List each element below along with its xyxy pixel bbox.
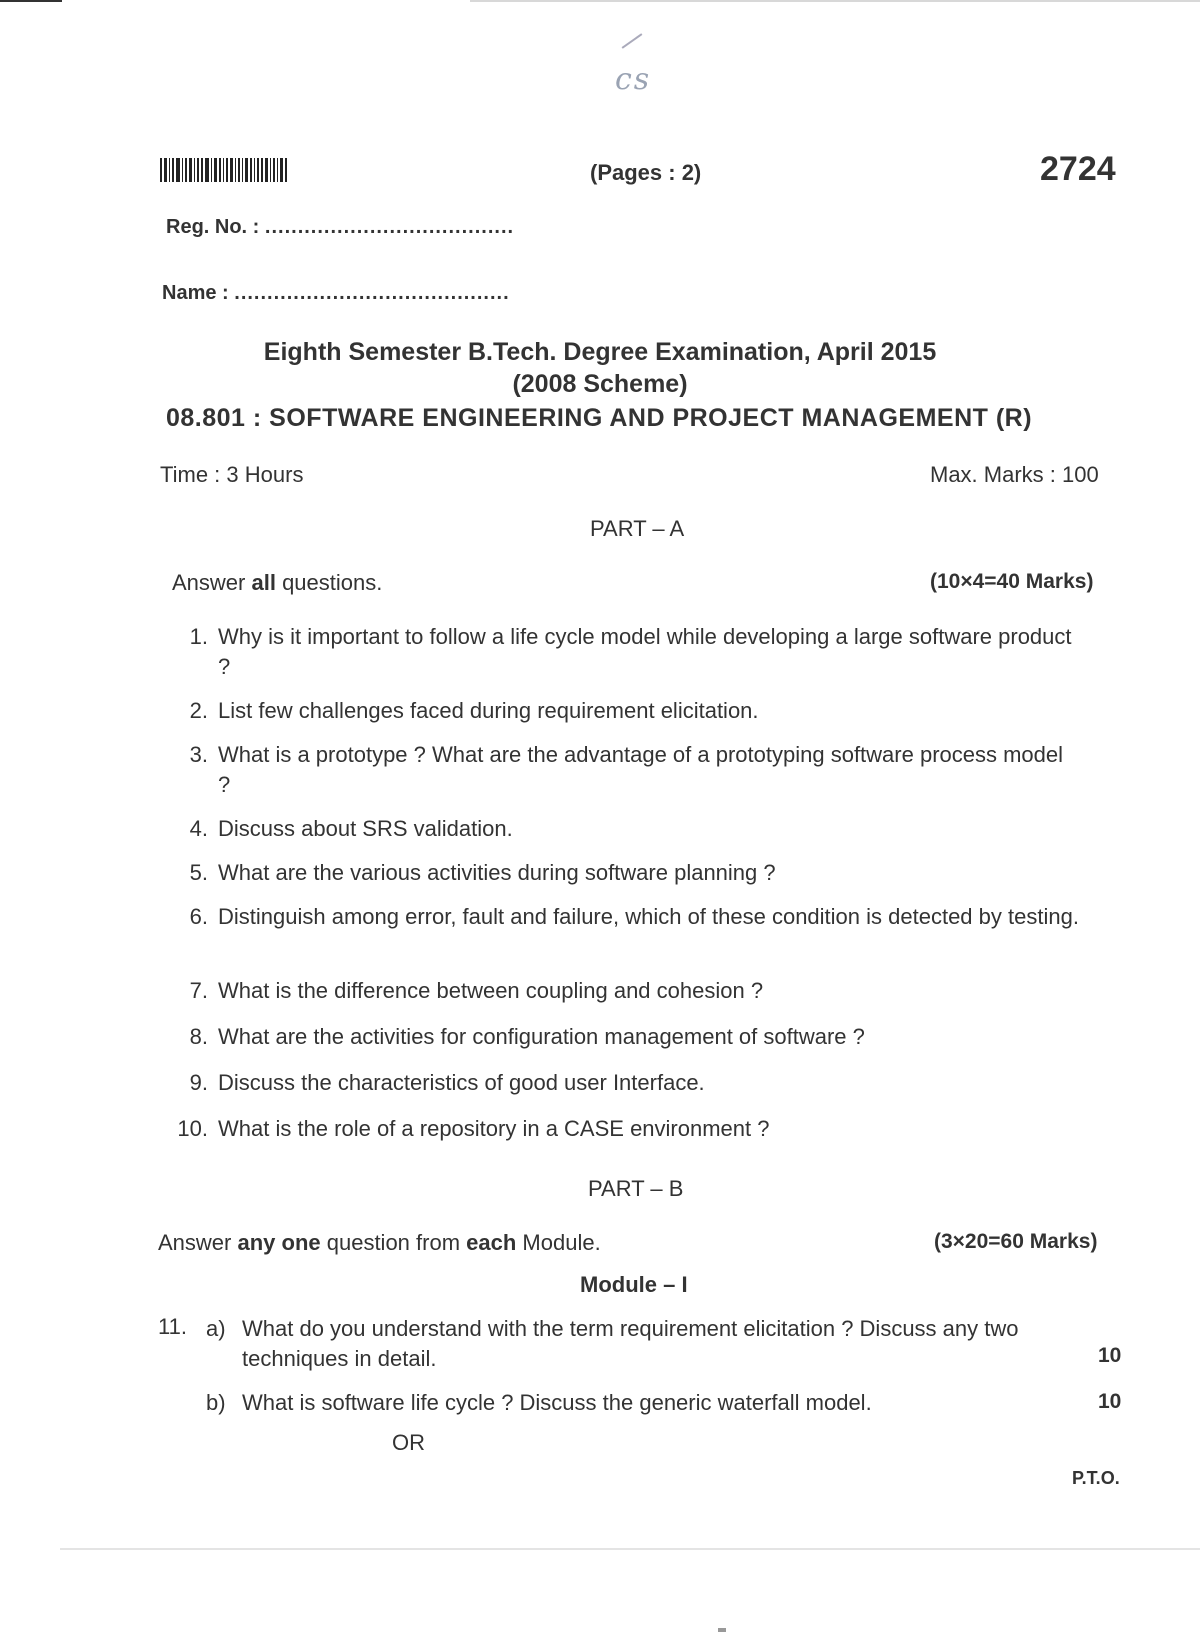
- part-a-marks: (10×4=40 Marks): [930, 570, 1094, 593]
- reg-no-blank: ......................................: [264, 216, 515, 238]
- name-label: Name :: [162, 282, 229, 304]
- question-text: What is the difference between coupling and cohesion ?: [218, 978, 764, 1003]
- question-number: 5.: [189, 860, 208, 885]
- please-turn-over: P.T.O.: [1072, 1468, 1120, 1488]
- handwritten-note: cs: [615, 62, 652, 97]
- part-b-marks: (3×20=60 Marks): [934, 1230, 1098, 1253]
- question-2: [160, 696, 1080, 726]
- question-7: [160, 976, 1080, 1006]
- part-b-instruction: [158, 1230, 601, 1256]
- instruction-bold-text: any one: [237, 1230, 321, 1255]
- question-11a-marks: 10: [1098, 1344, 1122, 1367]
- question-text: Distinguish among error, fault and failure, which of these condition is detected by testing.: [218, 904, 1079, 929]
- question-8: [160, 1022, 1080, 1052]
- question-text: What is a prototype ? What are the advantage of a prototyping software process model ?: [218, 742, 1064, 797]
- question-10: [160, 1114, 1080, 1144]
- question-9: [160, 1068, 1080, 1098]
- reg-no-field: [166, 216, 514, 239]
- exam-scheme: (2008 Scheme): [512, 370, 688, 398]
- max-marks: Max. Marks : 100: [930, 462, 1099, 487]
- instruction-text: Module.: [516, 1230, 601, 1255]
- name-blank: ..........................................: [234, 282, 510, 304]
- question-number: 10.: [177, 1116, 208, 1141]
- exam-time: Time : 3 Hours: [160, 462, 304, 487]
- page-count: (Pages : 2): [590, 160, 702, 185]
- question-text: What are the various activities during software planning ?: [218, 860, 776, 885]
- question-11b-marks: 10: [1098, 1390, 1122, 1413]
- instruction-text: Answer: [172, 570, 252, 595]
- subject-title: 08.801 : SOFTWARE ENGINEERING AND PROJECT MANAGEMENT (R): [166, 404, 1033, 432]
- question-3: [160, 740, 1080, 800]
- question-text: What are the activities for configuration management of software ?: [218, 1024, 865, 1049]
- part-a-heading: PART – A: [590, 516, 685, 541]
- question-text: What is the role of a repository in a CASE environment ?: [218, 1116, 770, 1141]
- barcode: [160, 158, 292, 182]
- module-heading: Module – I: [580, 1272, 688, 1297]
- question-text: List few challenges faced during requirement elicitation.: [218, 698, 759, 723]
- question-text: Why is it important to follow a life cycle model while developing a large software product ?: [218, 624, 1072, 679]
- instruction-bold-text: all: [251, 570, 276, 595]
- subquestion-label: a): [206, 1316, 226, 1341]
- question-1: [160, 622, 1080, 682]
- question-number: 3.: [189, 742, 208, 767]
- scan-edge-line: [470, 0, 1200, 2]
- question-text: Discuss the characteristics of good user Interface.: [218, 1070, 705, 1095]
- instruction-bold-text: each: [466, 1230, 517, 1255]
- name-field: [162, 282, 510, 305]
- question-number: 7.: [189, 978, 208, 1003]
- or-separator: OR: [392, 1430, 425, 1455]
- scan-edge-line: [0, 0, 62, 2]
- instruction-text: question from: [320, 1230, 467, 1255]
- paper-code: 2724: [1040, 150, 1116, 188]
- question-6: [160, 902, 1080, 932]
- question-number: 9.: [189, 1070, 208, 1095]
- handwritten-tick: [622, 33, 643, 48]
- question-number: 4.: [189, 816, 208, 841]
- scan-edge-line: [60, 1548, 1200, 1550]
- question-number: 1.: [189, 624, 208, 649]
- instruction-text: questions.: [275, 570, 383, 595]
- question-text: Discuss about SRS validation.: [218, 816, 513, 841]
- question-4: [160, 814, 1080, 844]
- question-11a: [206, 1314, 1076, 1374]
- question-number: 2.: [189, 698, 208, 723]
- part-b-heading: PART – B: [588, 1176, 684, 1201]
- question-5: [160, 858, 1080, 888]
- question-11b: [206, 1388, 1076, 1418]
- question-11-number: 11.: [158, 1314, 187, 1339]
- part-a-instruction: [172, 570, 382, 596]
- subquestion-text: What is software life cycle ? Discuss the generic waterfall model.: [242, 1390, 872, 1415]
- question-number: 8.: [189, 1024, 208, 1049]
- subquestion-text: What do you understand with the term requirement elicitation ? Discuss any two techniques in detail.: [242, 1316, 1019, 1371]
- question-number: 6.: [189, 904, 208, 929]
- scan-speck: [718, 1628, 726, 1632]
- reg-no-label: Reg. No. :: [166, 216, 260, 238]
- subquestion-label: b): [206, 1390, 226, 1415]
- exam-title: Eighth Semester B.Tech. Degree Examination, April 2015: [263, 338, 937, 366]
- instruction-text: Answer: [158, 1230, 238, 1255]
